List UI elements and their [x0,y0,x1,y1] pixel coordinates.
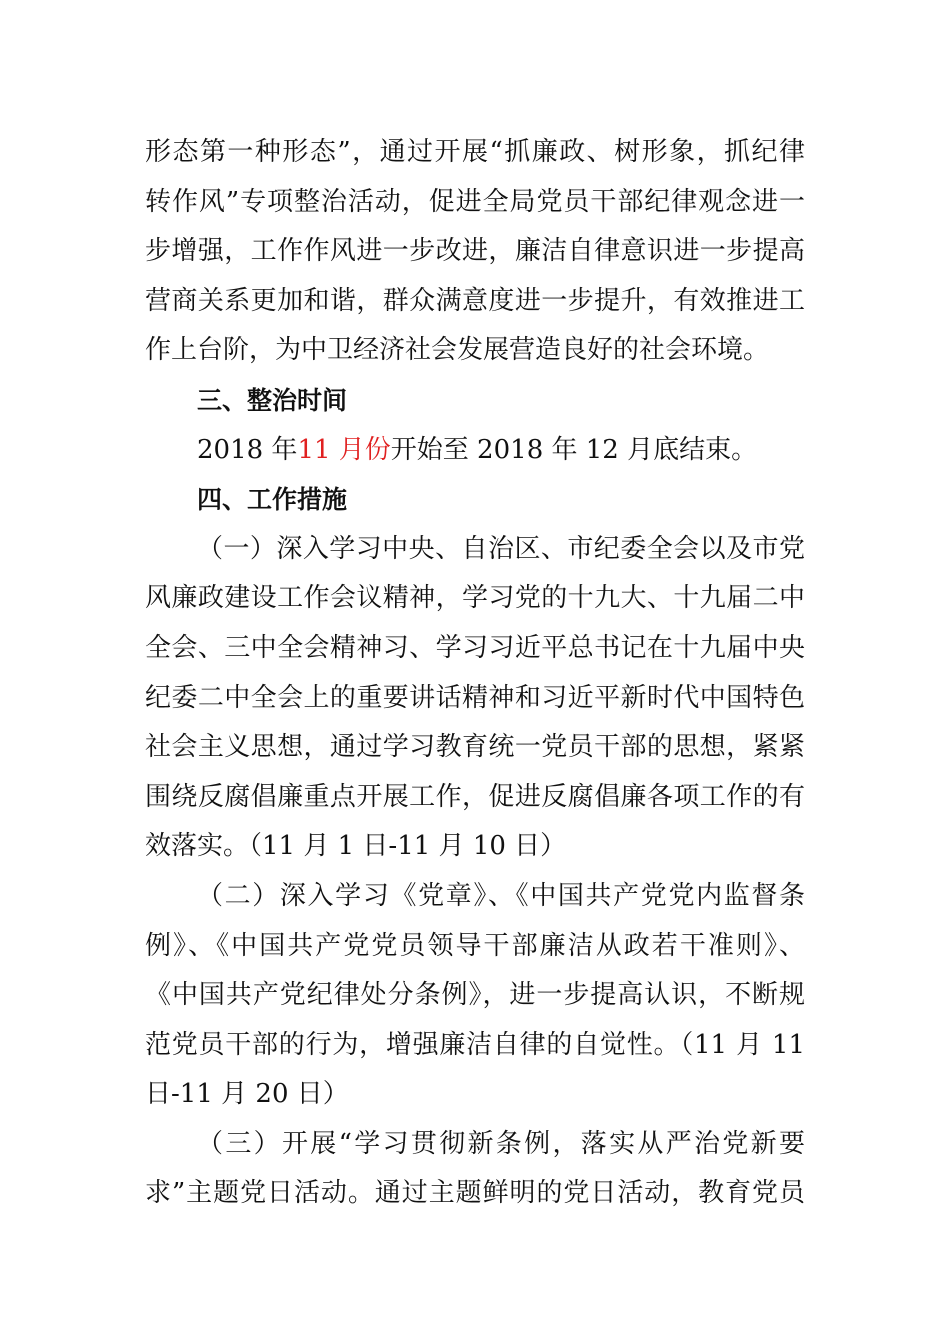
time-start-month-highlight: 11 月份 [297,434,391,465]
document-page [145,128,805,1219]
text-line: 作上台阶，为中卫经济社会发展营造良好的社会环境。 [145,335,770,366]
text-line: 步增强，工作作风进一步改进，廉洁自律意识进一步提高 [145,236,805,267]
measure-item-3 [145,1120,805,1219]
text-line: 营商关系更加和谐，群众满意度进一步提升，有效推进工 [145,285,805,316]
text-line: （一）深入学习中央、自治区、市纪委全会以及市党 [197,533,805,564]
text-line: 风廉政建设工作会议精神，学习党的十九大、十九届二中 [145,583,805,614]
rectification-time-line [145,426,805,476]
text-line: 转作风”专项整治活动，促进全局党员干部纪律观念进一 [145,186,805,217]
time-start-year: 2018 年 [197,434,298,465]
text-line: 求”主题党日活动。通过主题鲜明的党日活动，教育党员 [145,1178,805,1209]
text-line: （三）开展“学习贯彻新条例，落实从严治党新要 [197,1128,805,1159]
text-line: 例》、《中国共产党党员领导干部廉洁从政若干准则》、 [145,930,805,961]
text-line: 日-11 月 20 日） [145,1079,349,1110]
text-line: 全会、三中全会精神习、学习习近平总书记在十九届中央 [145,632,805,663]
text-line: 效落实。（11 月 1 日-11 月 10 日） [145,831,567,862]
measure-item-1 [145,525,805,872]
text-line: 形态第一种形态”，通过开展“抓廉政、树形象，抓纪律 [145,137,805,167]
text-line: 范党员干部的行为，增强廉洁自律的自觉性。（11 月 11 [145,1029,805,1060]
text-line: 纪委二中全会上的重要讲话精神和习近平新时代中国特色 [145,682,805,713]
section-heading-work-measures: 四、工作措施 [197,485,348,515]
time-end: 开始至 2018 年 12 月底结束。 [390,434,758,465]
text-line: 《中国共产党纪律处分条例》，进一步提高认识，不断规 [145,980,805,1011]
text-line: （二）深入学习《党章》、《中国共产党党内监督条 [197,880,805,911]
measure-item-2 [145,872,805,1120]
paragraph-goal [145,128,805,376]
text-line: 社会主义思想，通过学习教育统一党员干部的思想，紧紧 [145,732,805,763]
section-heading-rectification-time: 三、整治时间 [197,385,348,415]
text-line: 围绕反腐倡廉重点开展工作，促进反腐倡廉各项工作的有 [145,781,805,812]
